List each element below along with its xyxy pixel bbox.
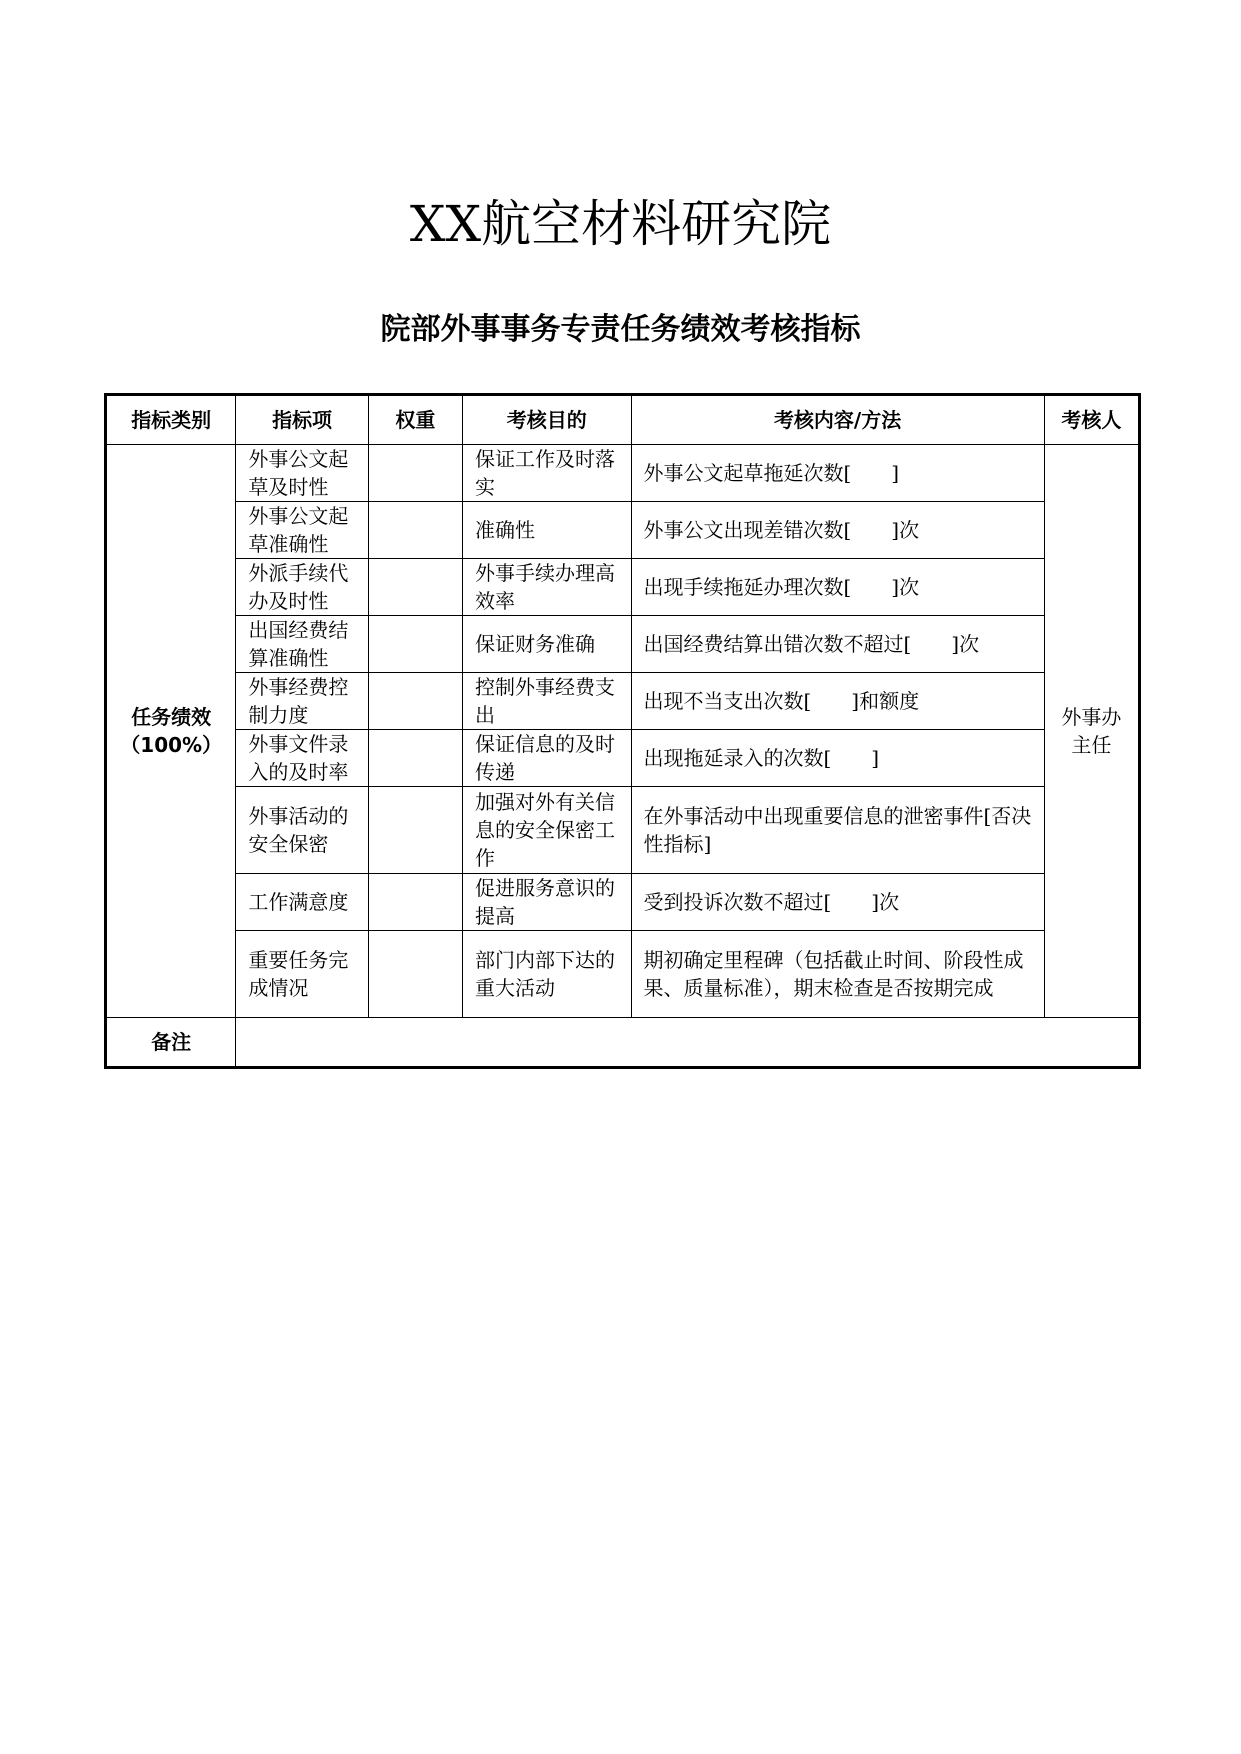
org-title: XX航空材料研究院 (409, 195, 832, 253)
category-cell (106, 445, 236, 1018)
method-cell: 出现拖延录入的次数[ ] (631, 730, 1044, 787)
item-cell: 外事经费控制力度 (236, 673, 368, 730)
assessor-line-2: 主任 (1071, 733, 1112, 757)
col-header-weight: 权重 (368, 395, 462, 445)
weight-cell (368, 730, 462, 787)
table-row (106, 730, 1140, 787)
assessor-line-1: 外事办 (1061, 705, 1122, 729)
assessor-cell (1044, 445, 1139, 1018)
category-name: 任务绩效 (131, 705, 212, 729)
weight-cell (368, 502, 462, 559)
col-header-assessor: 考核人 (1044, 395, 1139, 445)
col-header-method: 考核内容/方法 (631, 395, 1044, 445)
method-cell: 出现不当支出次数[ ]和额度 (631, 673, 1044, 730)
purpose-cell: 外事手续办理高效率 (463, 559, 631, 616)
method-cell: 在外事活动中出现重要信息的泄密事件[否决性指标] (631, 787, 1044, 874)
method-cell: 出国经费结算出错次数不超过[ ]次 (631, 616, 1044, 673)
table-header-row (106, 395, 1140, 445)
remark-row (106, 1018, 1140, 1068)
table-row (106, 787, 1140, 874)
col-header-item: 指标项 (236, 395, 368, 445)
item-cell: 工作满意度 (236, 874, 368, 931)
item-cell: 外派手续代办及时性 (236, 559, 368, 616)
remark-label: 备注 (106, 1018, 236, 1068)
item-cell: 外事活动的安全保密 (236, 787, 368, 874)
table-row (106, 931, 1140, 1018)
purpose-cell: 部门内部下达的重大活动 (463, 931, 631, 1018)
document-title: 院部外事事务专责任务绩效考核指标 (380, 312, 861, 347)
weight-cell (368, 616, 462, 673)
purpose-cell: 促进服务意识的提高 (463, 874, 631, 931)
weight-cell (368, 874, 462, 931)
weight-cell (368, 673, 462, 730)
purpose-cell: 保证工作及时落实 (463, 445, 631, 502)
kpi-table (104, 393, 1141, 1069)
table-row (106, 445, 1140, 502)
table-row (106, 559, 1140, 616)
table-row (106, 874, 1140, 931)
col-header-category: 指标类别 (106, 395, 236, 445)
purpose-cell: 保证财务准确 (463, 616, 631, 673)
table-row (106, 616, 1140, 673)
item-cell: 外事文件录入的及时率 (236, 730, 368, 787)
item-cell: 外事公文起草准确性 (236, 502, 368, 559)
table-row (106, 673, 1140, 730)
item-cell: 外事公文起草及时性 (236, 445, 368, 502)
method-cell: 受到投诉次数不超过[ ]次 (631, 874, 1044, 931)
purpose-cell: 加强对外有关信息的安全保密工作 (463, 787, 631, 874)
weight-cell (368, 787, 462, 874)
method-cell: 外事公文出现差错次数[ ]次 (631, 502, 1044, 559)
weight-cell (368, 445, 462, 502)
method-cell: 出现手续拖延办理次数[ ]次 (631, 559, 1044, 616)
purpose-cell: 保证信息的及时传递 (463, 730, 631, 787)
weight-cell (368, 559, 462, 616)
table-row (106, 502, 1140, 559)
method-cell: 期初确定里程碑（包括截止时间、阶段性成果、质量标准），期末检查是否按期完成 (631, 931, 1044, 1018)
weight-cell (368, 931, 462, 1018)
category-weight: （100%） (120, 733, 223, 757)
remark-value (236, 1018, 1140, 1068)
item-cell: 重要任务完成情况 (236, 931, 368, 1018)
purpose-cell: 准确性 (463, 502, 631, 559)
method-cell: 外事公文起草拖延次数[ ] (631, 445, 1044, 502)
item-cell: 出国经费结算准确性 (236, 616, 368, 673)
purpose-cell: 控制外事经费支出 (463, 673, 631, 730)
col-header-purpose: 考核目的 (463, 395, 631, 445)
